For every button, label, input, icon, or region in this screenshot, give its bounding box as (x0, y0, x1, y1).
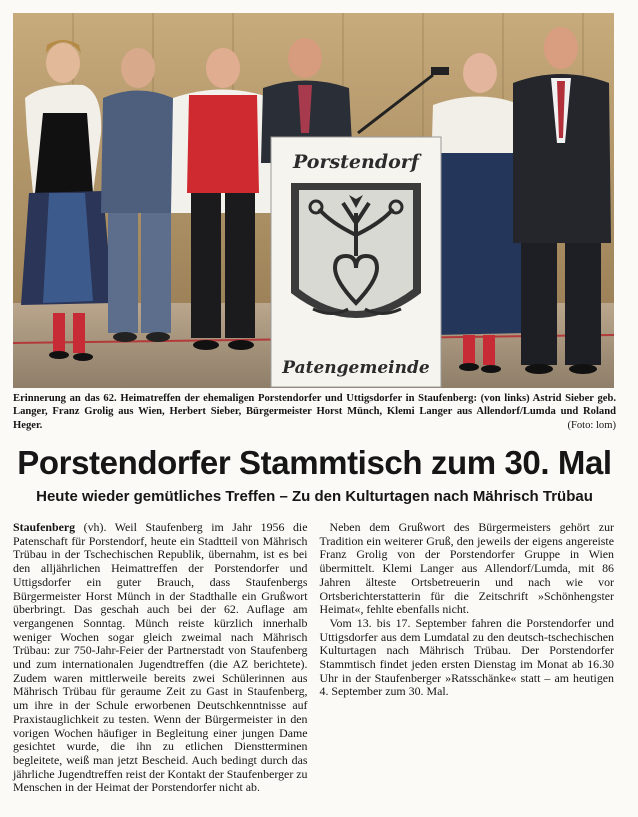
author-tag: (vh). (75, 520, 115, 534)
photo-credit: (Foto: lom) (567, 419, 616, 431)
podium-sign (271, 137, 441, 387)
article-paragraph-2: Neben dem Grußwort des Bürgermeisters gehört zur Tradition ein weiterer Gruß, den jeweils der eigens angereiste Franz Grolig von der Porstendorfer Gruppe in Wien übermittelt. Klemi Langer aus Allendorf/Lumda, mit 86 Jahren älteste Ortsbetreuerin und nach wie vor Ortsberichterstatterin für die Zeitschrift »Schönhengster Heimat«, fehlte ebenfalls nicht. (319, 520, 614, 617)
article-photo (13, 13, 614, 388)
group-photo (13, 13, 614, 388)
paragraph-1-text: Weil Staufenberg im Jahr 1956 die Patenschaft für Porstendorf, heute ein Stadtteil von Mährisch Trübau in der Tschechischen Republik, übernahm, ist es bei den alljährlichen Heimattreffen der Porstendorfer und Uttigsdorfer ein guter Brauch, dass Staufenbergs Bürgermeister Horst Münch in der Stadthalle ein Grußwort überbringt. Das geschah auch bei der 62. Auflage am vergangenen Sonntag. Münch reiste kürzlich innerhalb weniger Wochen sogar gleich zweimal nach Mährisch Trübau: zur 750-Jahr-Feier der Partnerstadt von Staufenberg und zum internationalen Jugendtreffen (die AZ berichtete). Zudem waren mittlerweile bereits zwei Schülerinnen aus Mährisch Trübau für geraume Zeit zu Gast in Staufenberg, um ihre in der Schule erworbenen Deutschkenntnisse auf Praxistauglichkeit zu testen. Wenn der Bürgermeister in den vorigen Wochen häufiger in Begleitung einer jungen Dame gesichtet wurde, die ihn zu etlichen Dienstterminen begleitete, weiß man jetzt Bescheid. Auch bedingt durch das jährliche Jugendtreffen reist der Kontakt der Staufenberger zu Menschen in der Heimat der Porstendorfer nicht ab. (13, 520, 308, 795)
sign-top-text: Porstendorf (293, 151, 419, 173)
dateline: Staufenberg (13, 520, 76, 534)
article-body (13, 521, 614, 801)
subheadline: Heute wieder gemütliches Treffen – Zu den Kulturtagen nach Mährisch Trübau (36, 488, 593, 505)
article-paragraph-1 (13, 521, 308, 795)
caption-text: Erinnerung an das 62. Heimatreffen der ehemaligen Porstendorfer und Uttigsdorfer in Staufenberg: (von links) Astrid Sieber geb. Langer, Franz Grolig aus Wien, Herbert Sieber, Bürgermeister Horst Münch, Klemi Langer aus Allendorf/Lumda und Roland Heger. (13, 393, 616, 431)
photo-caption (13, 392, 616, 432)
article-paragraph-3: Vom 13. bis 17. September fahren die Porstendorfer und Uttigsdorfer aus dem Lumdatal zu den deutsch-tschechischen Kulturtagen nach Mährisch Trübau. Der Porstendorfer Stammtisch findet jeden ersten Dienstag im Monat ab 16.30 Uhr in der Staufenberger »Ratsschänke« statt – am heutigen 4. September zum 30. Mal. (319, 615, 614, 699)
sign-bottom-text: Patengemeinde (282, 358, 430, 378)
headline: Porstendorfer Stammtisch zum 30. Mal (17, 444, 612, 481)
